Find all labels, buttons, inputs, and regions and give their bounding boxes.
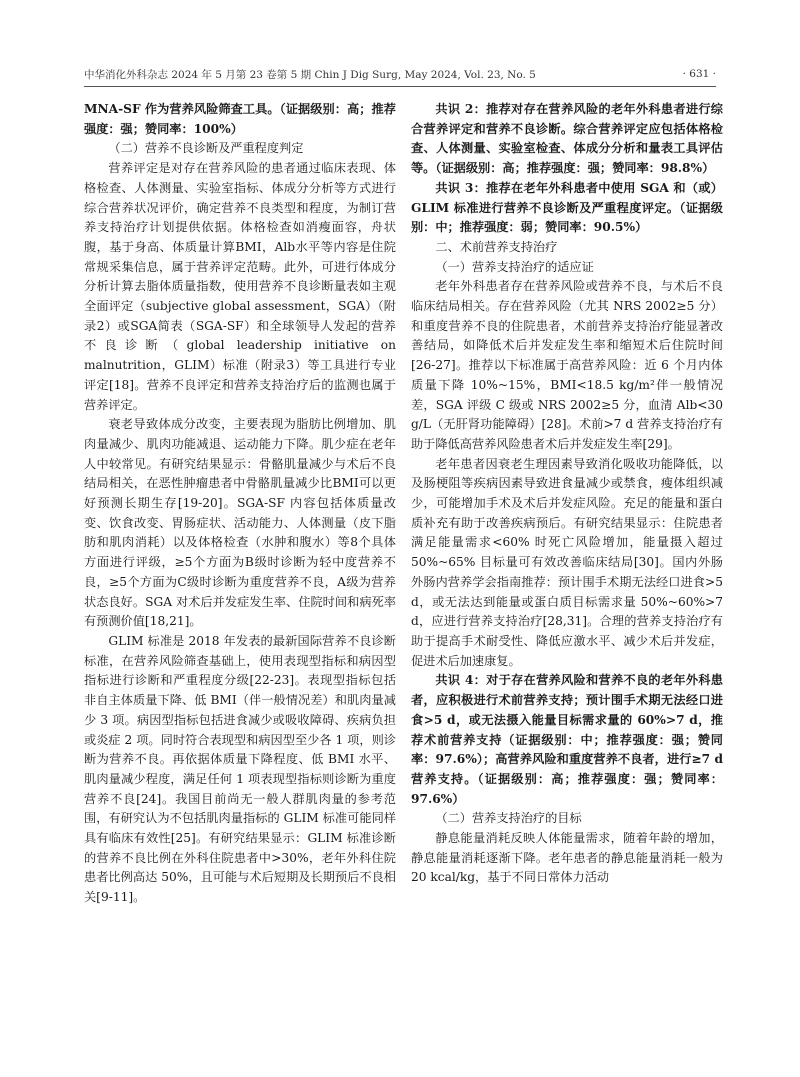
consensus-3: 共识 3：推荐在老年外科患者中使用 SGA 和（或）GLIM 标准进行营养不良诊断及严重程度评定。（证据级别：中；推荐强度：弱；赞同率：90.5%） [411,180,723,235]
journal-citation: 中华消化外科杂志 2024 年 5 月第 23 卷第 5 期 Chin J Dig Surg, May 2024, Vol. 23, No. 5 [84,68,536,81]
paragraph-sarcopenia: 衰老导致体成分改变，主要表现为脂肪比例增加、肌肉量减少、肌肉功能减退、运动能力下降。肌少症在老年人中较常见。有研究结果显示：骨骼肌量减少与术后不良结局相关，在恶性肿瘤患者中骨骼肌量减少比BMI可以更好预测长期生存[19-20]。SGA-SF 内容包括体质量改变、饮食改变、胃肠症状、活动能力、人体测量（皮下脂肪和肌肉消耗）以及体格检查（水肿和腹水）等8个具体方面进行评级，≥5个方面为B级时诊断为轻中度营养不良，≥5个方面为C级时诊断为重度营养不良，A级为营养状态良好。SGA 对术后并发症发生率、住院时间和病死率有预测价值[18,21]。 [84,417,396,629]
paragraph-assessment: 营养评定是对存在营养风险的患者通过临床表现、体格检查、人体测量、实验室指标、体成分分析等方式进行综合营养状况评价，确定营养不良类型和程度，为制订营养支持治疗计划提供依据。体格检查如消瘦面容，舟状腹，基于身高、体质量计算BMI，Alb水平等内容是住院常规采集信息，属于营养评定范畴。此外，可进行体成分分析计算去脂体质量指数，使用营养不良诊断量表如主观全面评定（subjective global assessment，SGA）（附录2）或SGA简表（SGA-SF）和全球领导人发起的营养不良诊断（global leadership initiative on malnutrition，GLIM）标准（附录3）等工具进行专业评定[18]。营养不良评定和营养支持治疗后的监测也属于营养评定。 [84,161,396,412]
paragraph-indications: 老年外科患者存在营养风险或营养不良，与术后不良临床结局相关。存在营养风险（尤其 NRS 2002≥5 分）和重度营养不良的住院患者，术前营养支持治疗能显著改善结局，如降低术后并发症发生率和缩短术后住院时间[26-27]。推荐以下标准属于高营养风险：近 6 个月内体质量下降 10%~15%，BMI<18.5 kg/m²伴一般情况差，SGA 评级 C 级或 NRS 2002≥5 分，血清 Alb<30 g/L（无肝肾功能障碍）[28]。术前>7 d 营养支持治疗有助于降低高营养风险患者术后并发症发生率[29]。 [411,279,723,451]
subsection-heading-targets: （二）营养支持治疗的目标 [435,811,582,826]
subsection-heading-indications: （一）营养支持治疗的适应证 [435,259,594,274]
paragraph-energy: 静息能量消耗反映人体能量需求，随着年龄的增加，静息能量消耗逐渐下降。老年患者的静息能量消耗一般为 20 kcal/kg，基于不同日常体力活动 [411,831,723,885]
running-header [84,64,716,84]
consensus-1-tail: MNA-SF 作为营养风险筛查工具。（证据级别：高；推荐强度：强；赞同率：100%） [84,102,396,136]
paragraph-glim: GLIM 标准是 2018 年发表的最新国际营养不良诊断标准，在营养风险筛查基础上，使用表现型指标和病因型指标进行诊断和严重程度分级[22-23]。表现型指标包括非自主体质量下降、低 BMI（伴一般情况差）和肌肉量减少 3 项。病因型指标包括进食减少或吸收障碍、疾病负担或炎症 2 项。同时符合表现型和病因型至少各 1 项，则诊断为营养不良。再依据体质量下降程度、低 BMI 水平、肌肉量减少程度，满足任何 1 项表现型指标则诊断为重度营养不良[24]。我国目前尚无一般人群肌肉量的参考范围，有研究认为不包括肌肉量指标的 GLIM 标准可能同样具有临床有效性[25]。有研究结果显示：GLIM 标准诊断的营养不良比例在外科住院患者中>30%，老年外科住院患者比例高达 50%，且可能与术后短期及长期预后不良相关[9-11]。 [84,633,396,905]
consensus-4: 共识 4：对于存在营养风险和营养不良的老年外科患者，应积极进行术前营养支持；预计围手术期无法经口进食>5 d，或无法摄入能量目标需求量的 60%>7 d，推荐术前营养支持（证据级别：中；推荐强度：强；赞同率：97.6%）；高营养风险和重度营养不良者，进行≥7 d 营养支持。（证据级别：高；推荐强度：强；赞同率：97.6%） [411,673,723,806]
paragraph-elderly-factors: 老年患者因衰老生理因素导致消化吸收功能降低，以及肠梗阻等疾病因素导致进食量减少或禁食，瘦体组织减少，可能增加手术及术后并发症风险。充足的能量和蛋白质补充有助于改善疾病预后。有研究结果显示：住院患者满足能量需求<60% 时死亡风险增加，能量摄入超过 50%~65% 目标量可有效改善临床结局[30]。国内外肠外肠内营养学会指南推荐：预计围手术期无法经口进食>5 d，或无法达到能量或蛋白质目标需求量 50%~60%>7 d，应进行营养支持治疗[28,31]。合理的营养支持治疗有助于提高手术耐受性、降低应激水平、减少术后并发症，促进术后加速康复。 [411,456,723,668]
right-column [411,100,723,888]
header-rule [84,86,716,87]
subsection-heading-diagnosis: （二）营养不良诊断及严重程度判定 [108,141,304,156]
consensus-2: 共识 2：推荐对存在营养风险的老年外科患者进行综合营养评定和营养不良诊断。综合营养评定应包括体格检查、人体测量、实验室检查、体成分分析和量表工具评估等。（证据级别：高；推荐强度：强；赞同率：98.8%） [411,102,723,176]
left-column [84,100,396,908]
page-number: · 631 · [682,68,716,80]
section-heading-preop: 二、术前营养支持治疗 [435,239,558,254]
